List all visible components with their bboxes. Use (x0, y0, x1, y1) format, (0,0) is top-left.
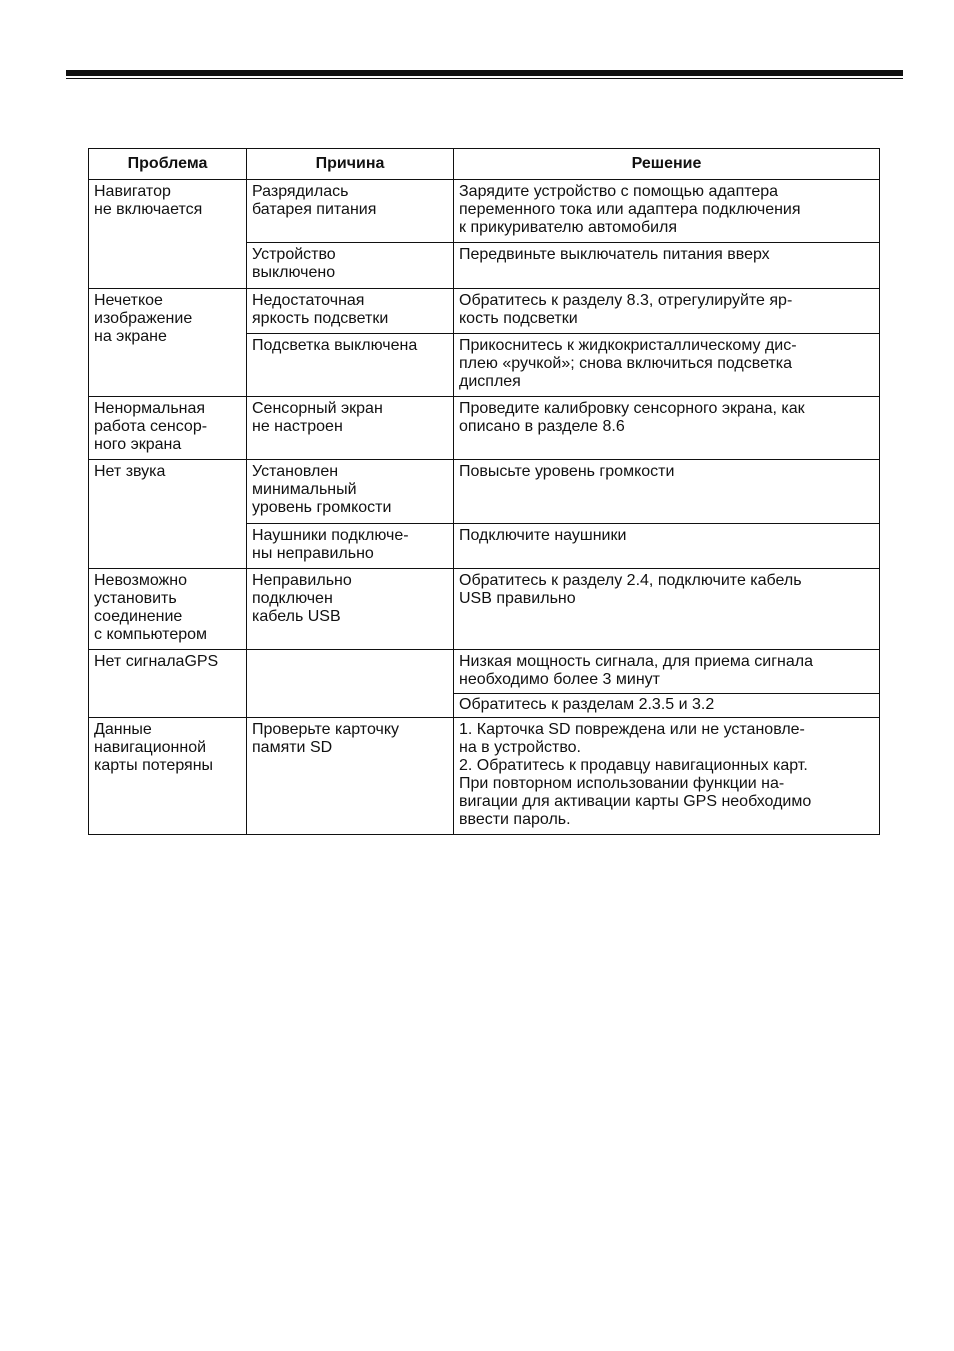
cause-cell (247, 650, 454, 718)
solution-cell: Низкая мощность сигнала, для приема сигнала необходимо более 3 минут (454, 650, 880, 694)
troubleshooting-table (88, 148, 880, 835)
table-row (89, 650, 880, 694)
cause-cell: Проверьте карточку памяти SD (247, 718, 454, 835)
cause-cell: Разрядилась батарея питания (247, 180, 454, 243)
cause-cell: Установлен минимальный уровень громкости (247, 460, 454, 524)
problem-cell: Нет сигналаGPS (89, 650, 247, 718)
problem-cell: Нет звука (89, 460, 247, 569)
table-header-row (89, 149, 880, 180)
solution-cell: Прикоснитесь к жидкокристаллическому дис- плею «ручкой»; снова включиться подсветка дисплея (454, 334, 880, 397)
header-rule-thin (66, 78, 903, 79)
solution-cell: Проведите калибровку сенсорного экрана, как описано в разделе 8.6 (454, 397, 880, 460)
problem-cell: Невозможно установить соединение с компьютером (89, 569, 247, 650)
problem-cell: Навигатор не включается (89, 180, 247, 289)
cause-cell: Наушники подключе- ны неправильно (247, 524, 454, 569)
table-row (89, 397, 880, 460)
solution-cell: Обратитесь к разделу 2.4, подключите кабель USB правильно (454, 569, 880, 650)
table-row (89, 718, 880, 835)
table-row (89, 289, 880, 334)
solution-cell: Подключите наушники (454, 524, 880, 569)
table-row (89, 569, 880, 650)
problem-cell: Нечеткое изображение на экране (89, 289, 247, 397)
cause-cell: Недостаточная яркость подсветки (247, 289, 454, 334)
column-header-cause: Причина (247, 149, 454, 180)
table-row (89, 180, 880, 243)
problem-cell: Ненормальная работа сенсор- ного экрана (89, 397, 247, 460)
table-row (89, 460, 880, 524)
solution-cell: 1. Карточка SD повреждена или не установле- на в устройство. 2. Обратитесь к продавцу навигационных карт. При повторном использовании функции на- вигации для активации карты GPS необходимо ввести пароль. (454, 718, 880, 835)
column-header-problem: Проблема (89, 149, 247, 180)
cause-cell: Подсветка выключена (247, 334, 454, 397)
solution-cell: Передвиньте выключатель питания вверх (454, 243, 880, 289)
header-rule-thick (66, 70, 903, 76)
cause-cell: Устройство выключено (247, 243, 454, 289)
cause-cell: Сенсорный экран не настроен (247, 397, 454, 460)
solution-cell: Повысьте уровень громкости (454, 460, 880, 524)
column-header-solution: Решение (454, 149, 880, 180)
problem-cell: Данные навигационной карты потеряны (89, 718, 247, 835)
solution-cell: Обратитесь к разделам 2.3.5 и 3.2 (454, 694, 880, 718)
cause-cell: Неправильно подключен кабель USB (247, 569, 454, 650)
solution-cell: Зарядите устройство с помощью адаптера переменного тока или адаптера подключения к прикуривателю автомобиля (454, 180, 880, 243)
solution-cell: Обратитесь к разделу 8.3, отрегулируйте яр- кость подсветки (454, 289, 880, 334)
